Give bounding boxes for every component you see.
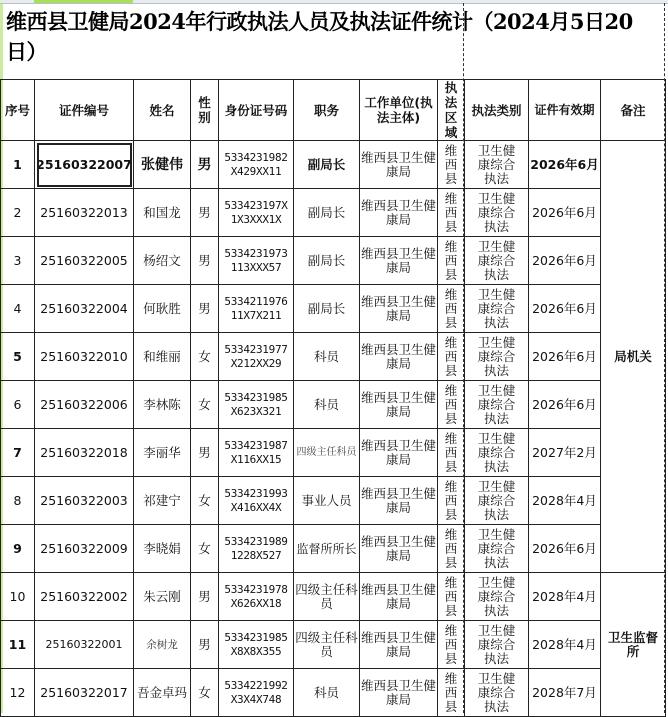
cell-cert-no[interactable]: 25160322001 (35, 621, 134, 669)
cell-name[interactable]: 祁建宁 (134, 477, 191, 525)
cell-validity[interactable]: 2026年6月 (529, 333, 601, 381)
cell-unit[interactable]: 维西县卫生健康局 (360, 429, 438, 477)
cell-gender[interactable]: 男 (191, 141, 219, 189)
cell-category[interactable]: 卫生健康综合执法 (465, 477, 529, 525)
cell-validity[interactable]: 2026年6月 (529, 189, 601, 237)
cell-validity[interactable]: 2026年6月 (529, 237, 601, 285)
cell-cert-no[interactable]: 25160322004 (35, 285, 134, 333)
cell-gender[interactable]: 男 (191, 621, 219, 669)
cell-category[interactable]: 卫生健康综合执法 (465, 237, 529, 285)
cell-region[interactable]: 维西县 (438, 573, 465, 621)
cell-seq[interactable]: 2 (1, 189, 35, 237)
page-title: 维西县卫健局2024年行政执法人员及执法证件统计（2024月5日20日） (6, 9, 633, 64)
header-row (1, 80, 666, 141)
cell-gender[interactable]: 女 (191, 669, 219, 717)
table-row (1, 381, 666, 429)
cell-name[interactable]: 吾金卓玛 (134, 669, 191, 717)
cell-id-no[interactable]: 5334231985X8X8X355 (219, 621, 294, 669)
cell-gender[interactable]: 女 (191, 381, 219, 429)
cell-region[interactable]: 维西县 (438, 189, 465, 237)
cell-position[interactable]: 事业人员 (294, 477, 360, 525)
cell-position[interactable]: 副局长 (294, 285, 360, 333)
cell-seq[interactable]: 11 (1, 621, 35, 669)
cell-unit[interactable]: 维西县卫生健康局 (360, 381, 438, 429)
cell-cert-no[interactable]: 25160322009 (35, 525, 134, 573)
cell-seq[interactable]: 10 (1, 573, 35, 621)
cell-name[interactable]: 李晓娟 (134, 525, 191, 573)
cell-region[interactable]: 维西县 (438, 621, 465, 669)
cell-seq[interactable]: 4 (1, 285, 35, 333)
cell-category[interactable]: 卫生健康综合执法 (465, 573, 529, 621)
cell-cert-no[interactable]: 25160322018 (35, 429, 134, 477)
cell-cert-no[interactable]: 25160322003 (35, 477, 134, 525)
cell-id-no[interactable]: 5334231982X429XX11 (219, 141, 294, 189)
cell-region[interactable]: 维西县 (438, 141, 465, 189)
cell-name[interactable]: 李林陈 (134, 381, 191, 429)
table-row (1, 477, 666, 525)
cell-position[interactable]: 副局长 (294, 189, 360, 237)
cell-id-no[interactable]: 533423197X1X3XXX1X (219, 189, 294, 237)
table-row (1, 573, 666, 621)
cell-gender[interactable]: 男 (191, 237, 219, 285)
cell-id-no[interactable]: 5334221992X3X4X748 (219, 669, 294, 717)
cell-gender[interactable]: 男 (191, 429, 219, 477)
header-note[interactable]: 备注 (601, 80, 666, 141)
note-cell-supervision[interactable]: 卫生监督所 (601, 573, 666, 717)
cell-position[interactable]: 四级主任科员 (294, 429, 360, 477)
selected-column-indicator (34, 0, 133, 3)
cell-cert-no[interactable]: 25160322017 (35, 669, 134, 717)
cell-seq[interactable]: 5 (1, 333, 35, 381)
cell-gender[interactable]: 男 (191, 285, 219, 333)
cell-validity[interactable]: 2026年6月 (529, 141, 601, 189)
header-category[interactable]: 执法类别 (465, 80, 529, 141)
cell-validity[interactable]: 2028年4月 (529, 477, 601, 525)
cell-seq[interactable]: 1 (1, 141, 35, 189)
header-position[interactable]: 职务 (294, 80, 360, 141)
cell-region[interactable]: 维西县 (438, 285, 465, 333)
cell-id-no[interactable]: 5334231977X212XX29 (219, 333, 294, 381)
header-cert-no[interactable]: 证件编号 (35, 80, 134, 141)
cell-region[interactable]: 维西县 (438, 237, 465, 285)
cell-position[interactable]: 副局长 (294, 141, 360, 189)
cell-position[interactable]: 四级主任科员 (294, 573, 360, 621)
cell-id-no[interactable]: 533421197611X7X211 (219, 285, 294, 333)
table-row (1, 141, 666, 189)
cell-validity[interactable]: 2028年4月 (529, 621, 601, 669)
cell-seq[interactable]: 9 (1, 525, 35, 573)
cell-unit[interactable]: 维西县卫生健康局 (360, 573, 438, 621)
header-validity[interactable]: 证件有效期 (529, 80, 601, 141)
cell-category[interactable]: 卫生健康综合执法 (465, 429, 529, 477)
cell-unit[interactable]: 维西县卫生健康局 (360, 333, 438, 381)
cell-category[interactable]: 卫生健康综合执法 (465, 285, 529, 333)
cell-cert-no[interactable]: 25160322010 (35, 333, 134, 381)
cell-name[interactable]: 张健伟 (134, 141, 191, 189)
header-unit[interactable]: 工作单位(执法主体) (360, 80, 438, 141)
cell-unit[interactable]: 维西县卫生健康局 (360, 621, 438, 669)
cell-region[interactable]: 维西县 (438, 477, 465, 525)
header-seq[interactable]: 序号 (1, 80, 35, 141)
cell-gender[interactable]: 女 (191, 333, 219, 381)
cell-region[interactable]: 维西县 (438, 333, 465, 381)
page-break-line-right (664, 3, 665, 713)
cell-name[interactable]: 何耿胜 (134, 285, 191, 333)
header-gender[interactable]: 性别 (191, 80, 219, 141)
cell-name[interactable]: 和维丽 (134, 333, 191, 381)
cell-validity[interactable]: 2027年2月 (529, 429, 601, 477)
cell-name[interactable]: 朱云刚 (134, 573, 191, 621)
cell-validity[interactable]: 2028年7月 (529, 669, 601, 717)
cell-category[interactable]: 卫生健康综合执法 (465, 189, 529, 237)
cell-region[interactable]: 维西县 (438, 381, 465, 429)
cell-cert-no[interactable]: 25160322007 (35, 141, 134, 189)
cell-id-no[interactable]: 5334231993X416XX4X (219, 477, 294, 525)
cell-unit[interactable]: 维西县卫生健康局 (360, 285, 438, 333)
cell-position[interactable]: 四级主任科员 (294, 621, 360, 669)
cell-category[interactable]: 卫生健康综合执法 (465, 333, 529, 381)
cell-category[interactable]: 卫生健康综合执法 (465, 525, 529, 573)
cell-seq[interactable]: 8 (1, 477, 35, 525)
cell-category[interactable]: 卫生健康综合执法 (465, 141, 529, 189)
cell-name[interactable]: 和国龙 (134, 189, 191, 237)
cell-unit[interactable]: 维西县卫生健康局 (360, 189, 438, 237)
page-break-line (463, 3, 464, 713)
cell-cert-no[interactable]: 25160322002 (35, 573, 134, 621)
cell-name[interactable]: 杨绍文 (134, 237, 191, 285)
table-row (1, 333, 666, 381)
header-region[interactable]: 执法区域 (438, 80, 465, 141)
cell-name[interactable]: 余树龙 (134, 621, 191, 669)
cell-validity[interactable]: 2026年6月 (529, 285, 601, 333)
cell-gender[interactable]: 男 (191, 189, 219, 237)
cell-region[interactable]: 维西县 (438, 669, 465, 717)
cell-id-no[interactable]: 5334231987X116XX15 (219, 429, 294, 477)
cell-seq[interactable]: 7 (1, 429, 35, 477)
cell-position[interactable]: 科员 (294, 333, 360, 381)
cell-unit[interactable]: 维西县卫生健康局 (360, 525, 438, 573)
cell-position[interactable]: 副局长 (294, 237, 360, 285)
cell-unit[interactable]: 维西县卫生健康局 (360, 669, 438, 717)
personnel-table (0, 79, 666, 717)
header-name[interactable]: 姓名 (134, 80, 191, 141)
cell-id-no[interactable]: 53342319891228X527 (219, 525, 294, 573)
cell-name[interactable]: 李丽华 (134, 429, 191, 477)
column-header-strip (0, 0, 668, 4)
cell-category[interactable]: 卫生健康综合执法 (465, 621, 529, 669)
cell-gender[interactable]: 男 (191, 573, 219, 621)
table-row (1, 237, 666, 285)
note-cell-bureau[interactable]: 局机关 (601, 141, 666, 573)
cell-position[interactable]: 监督所所长 (294, 525, 360, 573)
cell-seq[interactable]: 12 (1, 669, 35, 717)
cell-seq[interactable]: 3 (1, 237, 35, 285)
cell-cert-no[interactable]: 25160322006 (35, 381, 134, 429)
cell-position[interactable]: 科员 (294, 381, 360, 429)
cell-gender[interactable]: 女 (191, 525, 219, 573)
cell-region[interactable]: 维西县 (438, 429, 465, 477)
cell-seq[interactable]: 6 (1, 381, 35, 429)
table-row (1, 525, 666, 573)
table-row (1, 669, 666, 717)
cell-unit[interactable]: 维西县卫生健康局 (360, 477, 438, 525)
cell-cert-no[interactable]: 25160322013 (35, 189, 134, 237)
table-row (1, 285, 666, 333)
cell-region[interactable]: 维西县 (438, 525, 465, 573)
cell-validity[interactable]: 2026年6月 (529, 381, 601, 429)
cell-unit[interactable]: 维西县卫生健康局 (360, 141, 438, 189)
cell-validity[interactable]: 2026年6月 (529, 525, 601, 573)
table-row (1, 189, 666, 237)
cell-id-no[interactable]: 5334231985X623X321 (219, 381, 294, 429)
cell-category[interactable]: 卫生健康综合执法 (465, 669, 529, 717)
cell-unit[interactable]: 维西县卫生健康局 (360, 237, 438, 285)
cell-id-no[interactable]: 5334231978X626XX18 (219, 573, 294, 621)
cell-position[interactable]: 科员 (294, 669, 360, 717)
cell-id-no[interactable]: 5334231973113XXX57 (219, 237, 294, 285)
cell-gender[interactable]: 女 (191, 477, 219, 525)
cell-validity[interactable]: 2028年4月 (529, 573, 601, 621)
table-row (1, 429, 666, 477)
table-row (1, 621, 666, 669)
cell-cert-no[interactable]: 25160322005 (35, 237, 134, 285)
cell-category[interactable]: 卫生健康综合执法 (465, 381, 529, 429)
header-id-no[interactable]: 身份证号码 (219, 80, 294, 141)
